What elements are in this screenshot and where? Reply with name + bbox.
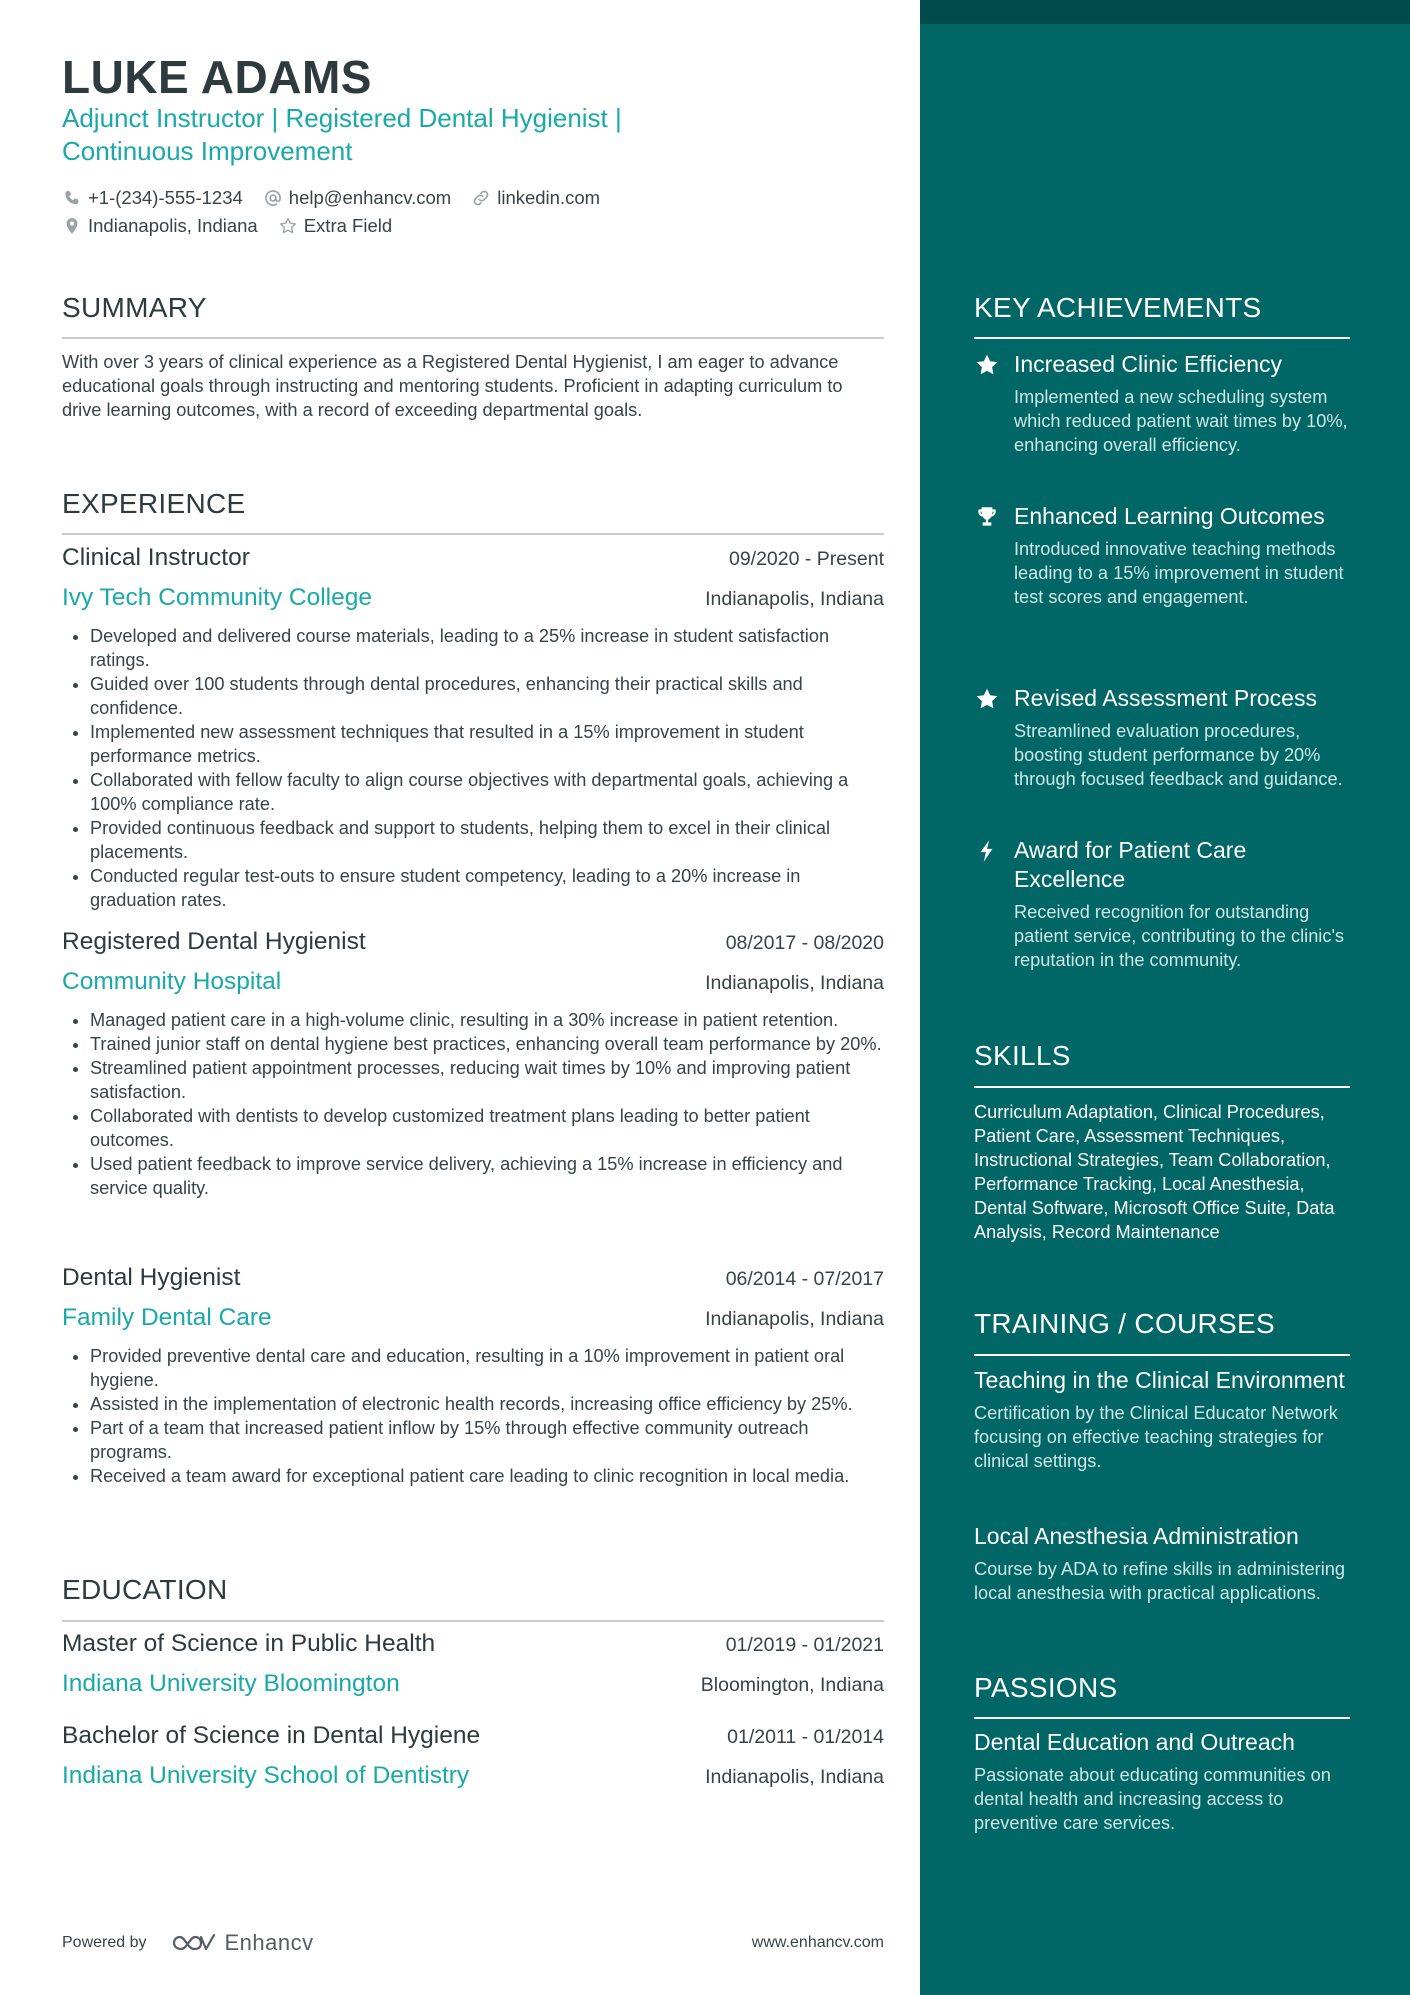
job-bullets: [62, 624, 884, 912]
footer-website[interactable]: www.enhancv.com: [751, 1934, 884, 1951]
headline: Adjunct Instructor | Registered Dental Hygienist | Continuous Improvement: [62, 103, 622, 166]
achievement-title: Award for Patient Care Excellence: [1014, 837, 1247, 892]
contact-linkedin[interactable]: [471, 187, 600, 209]
job-title: Dental Hygienist: [62, 1264, 241, 1291]
school-name[interactable]: Indiana University School of Dentistry: [62, 1762, 470, 1789]
star-icon: [974, 686, 1000, 712]
achievements-divider: [974, 337, 1350, 339]
footer: [62, 1928, 884, 1958]
job-dates: 08/2017 - 08/2020: [725, 932, 884, 954]
course-item: [974, 1522, 1354, 1605]
summary-text: With over 3 years of clinical experience as a Registered Dental Hygienist, I am eager to advance educational goals through instructing and mentoring students. Proficient in adapting curriculum to drive learning outcomes, with a record of exceeding departmental goals.: [62, 352, 843, 420]
job-entry: [62, 544, 884, 912]
degree-title: Bachelor of Science in Dental Hygiene: [62, 1722, 481, 1749]
enhancv-brand-name: Enhancv: [224, 1930, 314, 1955]
job-bullets: [62, 1008, 884, 1200]
job-location: Indianapolis, Indiana: [705, 1308, 884, 1330]
education-dates: 01/2019 - 01/2021: [725, 1634, 884, 1656]
achievement-title: Enhanced Learning Outcomes: [1014, 503, 1325, 529]
phone-number: +1-(234)-555-1234: [88, 187, 243, 208]
contact-phone[interactable]: [62, 187, 243, 209]
powered-by-label: Powered by: [62, 1934, 147, 1951]
job-bullet: • Trained junior staff on dental hygiene best practices, enhancing overall team performance by 20%.: [90, 1032, 884, 1056]
job-bullet: • Provided continuous feedback and support to students, helping them to excel in their clinical placements.: [90, 816, 884, 864]
passion-item: [974, 1728, 1354, 1835]
phone-icon: [62, 188, 82, 208]
location-text: Indianapolis, Indiana: [88, 215, 258, 236]
job-dates: 06/2014 - 07/2017: [725, 1268, 884, 1290]
job-bullet: • Provided preventive dental care and education, resulting in a 10% improvement in patient oral hygiene.: [90, 1344, 884, 1392]
enhancv-logo-icon: [171, 1931, 217, 1955]
candidate-name: LUKE ADAMS: [62, 51, 372, 103]
skills-divider: [974, 1086, 1350, 1088]
sidebar: [920, 0, 1410, 1995]
job-bullet: • Implemented new assessment techniques that resulted in a 15% improvement in student performance metrics.: [90, 720, 884, 768]
course-desc: Certification by the Clinical Educator Network focusing on effective teaching strategies for clinical settings.: [974, 1403, 1338, 1471]
job-bullet: • Part of a team that increased patient inflow by 15% through effective community outreach programs.: [90, 1416, 884, 1464]
enhancv-logo[interactable]: [171, 1930, 314, 1956]
achievement-item: [974, 684, 1354, 791]
experience-divider: [62, 533, 884, 535]
job-bullet: • Conducted regular test-outs to ensure student competency, leading to a 20% increase in graduation rates.: [90, 864, 884, 912]
summary-divider: [62, 337, 884, 339]
job-bullets: [62, 1344, 884, 1488]
experience-title: EXPERIENCE: [62, 488, 246, 519]
job-title: Registered Dental Hygienist: [62, 928, 366, 955]
achievement-desc: Implemented a new scheduling system which reduced patient wait times by 10%, enhancing overall efficiency.: [1014, 387, 1348, 455]
school-location: Indianapolis, Indiana: [705, 1766, 884, 1788]
job-title: Clinical Instructor: [62, 544, 250, 571]
passions-title: PASSIONS: [974, 1672, 1118, 1703]
course-title: Teaching in the Clinical Environment: [974, 1367, 1345, 1393]
school-name[interactable]: Indiana University Bloomington: [62, 1670, 400, 1697]
education-divider: [62, 1620, 884, 1622]
passion-title: Dental Education and Outreach: [974, 1729, 1295, 1755]
education-title: EDUCATION: [62, 1574, 228, 1605]
achievement-desc: Received recognition for outstanding patient service, contributing to the clinic's reputation in the community.: [1014, 902, 1345, 970]
course-title: Local Anesthesia Administration: [974, 1523, 1299, 1549]
achievement-desc: Streamlined evaluation procedures, boosting student performance by 20% through focused feedback and guidance.: [1014, 721, 1343, 789]
job-entry: [62, 1264, 884, 1488]
job-location: Indianapolis, Indiana: [705, 588, 884, 610]
job-bullet: • Streamlined patient appointment processes, reducing wait times by 10% and improving patient satisfaction.: [90, 1056, 884, 1104]
job-bullet: • Developed and delivered course materials, leading to a 25% increase in student satisfaction ratings.: [90, 624, 884, 672]
job-bullet: • Used patient feedback to improve service delivery, achieving a 15% increase in efficiency and service quality.: [90, 1152, 884, 1200]
job-bullet: • Received a team award for exceptional patient care leading to clinic recognition in local media.: [90, 1464, 884, 1488]
job-company[interactable]: Community Hospital: [62, 968, 282, 995]
lightning-icon: [974, 838, 1000, 864]
summary-title: SUMMARY: [62, 292, 207, 323]
training-title: TRAINING / COURSES: [974, 1308, 1275, 1339]
contact-extra: [278, 215, 392, 237]
passions-divider: [974, 1717, 1350, 1719]
degree-title: Master of Science in Public Health: [62, 1630, 436, 1657]
contact-info: [62, 184, 862, 240]
achievement-desc: Introduced innovative teaching methods leading to a 15% improvement in student test scores and engagement.: [1014, 539, 1344, 607]
education-entry: [62, 1722, 884, 1800]
job-company[interactable]: Family Dental Care: [62, 1304, 272, 1331]
email-address: help@enhancv.com: [288, 187, 452, 208]
sidebar-top-band: [920, 0, 1410, 24]
education-dates: 01/2011 - 01/2014: [727, 1726, 884, 1748]
job-bullet: • Assisted in the implementation of electronic health records, increasing office efficiency by 25%.: [90, 1392, 884, 1416]
linkedin-url: linkedin.com: [497, 187, 601, 208]
job-bullet: • Collaborated with dentists to develop customized treatment plans leading to better patient outcomes.: [90, 1104, 884, 1152]
star-outline-icon: [278, 216, 298, 236]
job-dates: 09/2020 - Present: [728, 548, 884, 570]
achievement-item: [974, 836, 1354, 972]
achievement-item: [974, 502, 1354, 609]
location-pin-icon: [62, 216, 82, 236]
job-bullet: • Managed patient care in a high-volume clinic, resulting in a 30% increase in patient retention.: [90, 1008, 884, 1032]
skills-title: SKILLS: [974, 1040, 1071, 1071]
job-location: Indianapolis, Indiana: [705, 972, 884, 994]
job-bullet: • Guided over 100 students through dental procedures, enhancing their practical skills and confidence.: [90, 672, 884, 720]
job-company[interactable]: Ivy Tech Community College: [62, 584, 373, 611]
achievement-item: [974, 350, 1354, 457]
trophy-icon: [974, 504, 1000, 530]
skills-text: Curriculum Adaptation, Clinical Procedures, Patient Care, Assessment Techniques, Instructional Strategies, Team Collaboration, Performance Tracking, Local Anesthesia, Dental Software, Microsoft Office Suite, Data Analysis, Record Maintenance: [974, 1102, 1335, 1242]
at-sign-icon: [263, 188, 283, 208]
extra-field-text: Extra Field: [303, 215, 393, 236]
job-entry: [62, 928, 884, 1200]
education-entry: [62, 1630, 884, 1708]
achievement-title: Increased Clinic Efficiency: [1014, 351, 1283, 377]
achievement-title: Revised Assessment Process: [1014, 685, 1317, 711]
contact-location: [62, 215, 258, 237]
link-icon: [471, 188, 491, 208]
course-desc: Course by ADA to refine skills in administering local anesthesia with practical applications.: [974, 1559, 1345, 1603]
contact-email[interactable]: [263, 187, 451, 209]
course-item: [974, 1366, 1354, 1473]
school-location: Bloomington, Indiana: [700, 1674, 884, 1696]
achievements-title: KEY ACHIEVEMENTS: [974, 292, 1262, 323]
job-bullet: • Collaborated with fellow faculty to align course objectives with departmental goals, achieving a 100% compliance rate.: [90, 768, 884, 816]
powered-by: [62, 1930, 314, 1956]
passion-desc: Passionate about educating communities on dental health and increasing access to preventive care services.: [974, 1765, 1331, 1833]
star-icon: [974, 352, 1000, 378]
training-divider: [974, 1354, 1350, 1356]
